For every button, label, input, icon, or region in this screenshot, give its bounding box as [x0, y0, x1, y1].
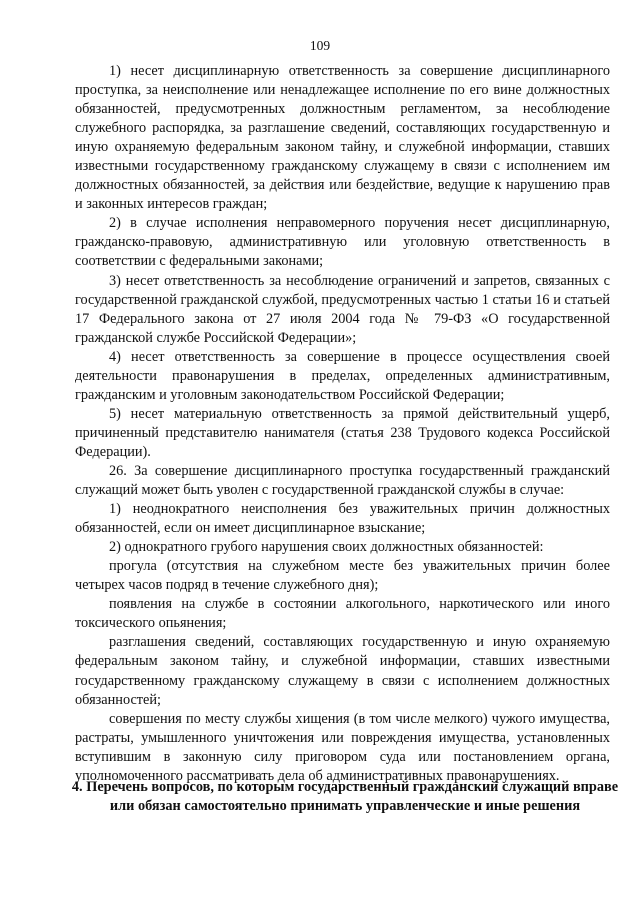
paragraph-duty-5: 5) несет материальную ответственность за прямой действительный ущерб, причиненный представителю нанимателя (статья 238 Трудового кодекса Российской Федерации).: [75, 405, 610, 460]
paragraph-duty-1: 1) несет дисциплинарную ответственность за совершение дисциплинарного проступка, за неисполнение или ненадлежащее исполнение по его вине должностных обязанностей, предусмотренных должностным регламентом, за несоблюдение служебного распорядка, за разглашение сведений, составляющих государственную и иную охраняемую федеральным законом тайну, и служебной информации, ставших известными государственному гражданскому служащему в связи с исполнением им должностных обязанностей, за действия или бездействие, ведущие к нарушению прав и законных интересов граждан;: [75, 63, 610, 213]
document-body: [75, 62, 610, 786]
paragraph-duty-3: 3) несет ответственность за несоблюдение ограничений и запретов, связанных с государственной гражданской службой, предусмотренных частью 1 статьи 16 и статьей 17 Федерального закона от 27 июля 2004 года № 79-ФЗ «О государственной гражданской службе Российской Федерации»;: [75, 272, 610, 346]
paragraph-truancy: прогула (отсутствия на служебном месте без уважительных причин более четырех часов подряд в течение служебного дня);: [75, 558, 610, 594]
paragraph-intoxication: появления на службе в состоянии алкогольного, наркотического или иного токсического опьянения;: [75, 596, 610, 632]
page-number: 109: [309, 38, 331, 53]
section-heading: 4. Перечень вопросов, по которым государственный гражданский служащий вправе или обязан самостоятельно принимать управленческие и иные решения: [71, 779, 619, 815]
paragraph-dismissal-2: 2) однократного грубого нарушения своих должностных обязанностей:: [109, 539, 544, 556]
paragraph-duty-2: 2) в случае исполнения неправомерного поручения несет дисциплинарную, гражданско-правовую, административную или уголовную ответственность в соответствии с федеральными законами;: [75, 215, 610, 270]
paragraph-clause-26: 26. За совершение дисциплинарного проступка государственный гражданский служащий может быть уволен с государственной гражданской службы в случае:: [75, 462, 610, 499]
paragraph-theft: совершения по месту службы хищения (в том числе мелкого) чужого имущества, растраты, умышленного уничтожения или повреждения имущества, установленных вступившим в законную силу приговором суда или постановлением органа, уполномоченного рассматривать дела об административных правонарушениях.: [75, 710, 610, 784]
paragraph-duty-4: 4) несет ответственность за совершение в процессе осуществления своей деятельности правонарушения в пределах, определенных административным, гражданским и уголовным законодательством Российской Федерации;: [75, 348, 610, 403]
paragraph-disclosure: разглашения сведений, составляющих государственную и иную охраняемую федеральным законом тайну, и служебной информации, ставших известными государственному гражданскому служащему в связи с исполнением должностных обязанностей;: [75, 634, 610, 708]
paragraph-dismissal-1: 1) неоднократного неисполнения без уважительных причин должностных обязанностей, если он имеет дисциплинарное взыскание;: [75, 501, 610, 537]
